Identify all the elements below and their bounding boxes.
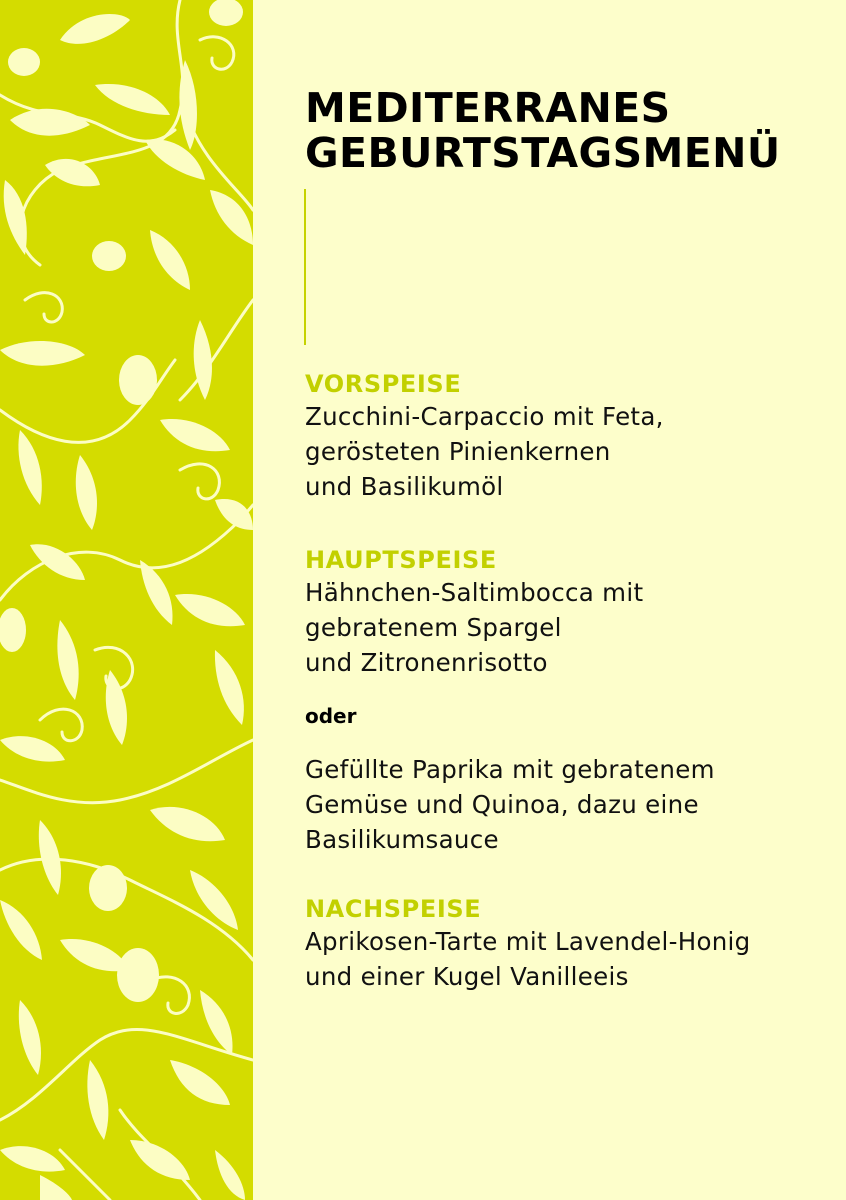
main-course-heading: HAUPTSPEISE [305, 546, 497, 574]
starter-dish-line-2: gerösteten Pinienkernen [305, 437, 611, 466]
dessert-dish-line-1: Aprikosen-Tarte mit Lavendel-Honig [305, 927, 751, 956]
menu-title-line-1: MEDITERRANES [305, 84, 671, 132]
olive-branch-side-panel [0, 0, 253, 1200]
dessert-dish-line-2: und einer Kugel Vanilleeis [305, 962, 629, 991]
main-option-2-line-3: Basilikumsauce [305, 825, 499, 854]
dessert-section [305, 894, 825, 994]
main-option-2-line-1: Gefüllte Paprika mit gebratenem [305, 755, 715, 784]
main-course-or-separator: oder [305, 704, 357, 728]
starter-dish-line-1: Zucchini-Carpaccio mit Feta, [305, 402, 664, 431]
menu-title-line-2: GEBURTSTAGSMENÜ [305, 129, 781, 177]
starter-dish-line-3: und Basilikumöl [305, 472, 504, 501]
main-course-section [305, 545, 825, 680]
olive-branch-ornament-icon [0, 0, 253, 1200]
dessert-heading: NACHSPEISE [305, 895, 482, 923]
main-option-1-line-3: und Zitronenrisotto [305, 648, 548, 677]
main-option-1-line-1: Hähnchen-Saltimbocca mit [305, 578, 644, 607]
menu-title [305, 86, 825, 176]
starter-heading: VORSPEISE [305, 370, 462, 398]
main-option-2-line-2: Gemüse und Quinoa, dazu eine [305, 790, 699, 819]
starter-section [305, 369, 825, 504]
main-option-1-line-2: gebratenem Spargel [305, 613, 562, 642]
main-option-2 [305, 752, 825, 857]
accent-divider [304, 189, 306, 345]
